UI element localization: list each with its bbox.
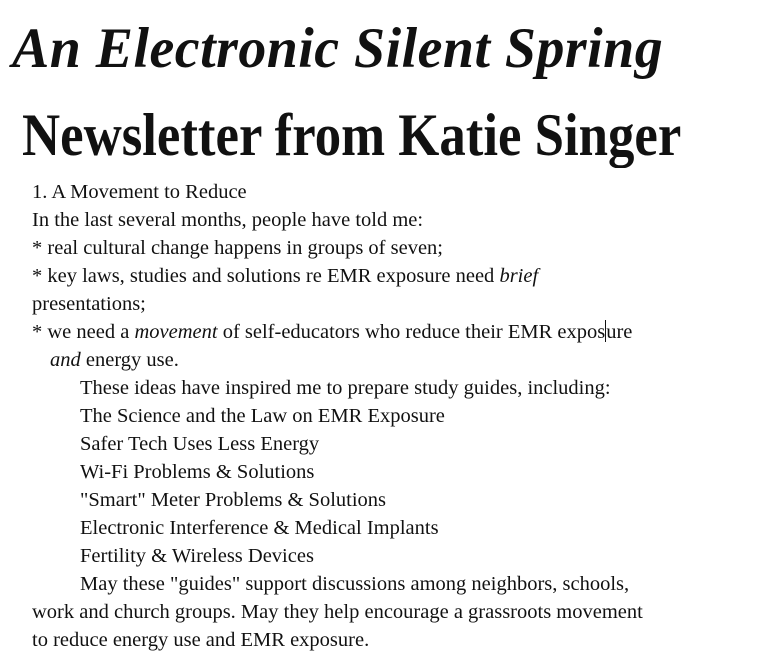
bullet-item — [32, 262, 772, 290]
guide-item: The Science and the Law on EMR Exposure — [80, 405, 445, 427]
section-heading: 1. A Movement to Reduce — [32, 181, 247, 203]
bullet-text: ure — [606, 321, 633, 343]
bullet-text: * we need a — [32, 321, 135, 343]
bullet-continuation — [32, 346, 772, 374]
bullet-text: of self-educators who reduce their EMR expos — [217, 321, 606, 343]
bullet-continuation: presentations; — [32, 293, 146, 315]
guide-item: Safer Tech Uses Less Energy — [80, 433, 320, 455]
guide-item: Wi-Fi Problems & Solutions — [80, 461, 315, 483]
closing-line: to reduce energy use and EMR exposure. — [32, 629, 370, 651]
newsletter-subtitle: Newsletter from Katie Singer — [22, 102, 682, 168]
intro-line: In the last several months, people have told me: — [32, 209, 424, 231]
newsletter-title: An Electronic Silent Spring — [12, 17, 664, 80]
bullet-item: * real cultural change happens in groups of seven; — [32, 237, 444, 259]
closing-line: work and church groups. May they help encourage a grassroots movement — [32, 601, 643, 623]
emphasis-text: and — [50, 349, 81, 371]
bullet-item — [32, 318, 772, 346]
bullet-text: * key laws, studies and solutions re EMR exposure need — [32, 265, 500, 287]
bullet-text: energy use. — [80, 349, 179, 371]
guide-item: Fertility & Wireless Devices — [80, 545, 314, 567]
study-intro: These ideas have inspired me to prepare study guides, including: — [80, 377, 611, 399]
emphasis-text: movement — [134, 321, 218, 343]
guide-item: "Smart" Meter Problems & Solutions — [80, 489, 387, 511]
emphasis-text: brief — [499, 265, 539, 287]
guide-item: Electronic Interference & Medical Implants — [80, 517, 439, 539]
closing-line: May these "guides" support discussions among neighbors, schools, — [80, 573, 630, 595]
article-body[interactable] — [32, 178, 772, 654]
